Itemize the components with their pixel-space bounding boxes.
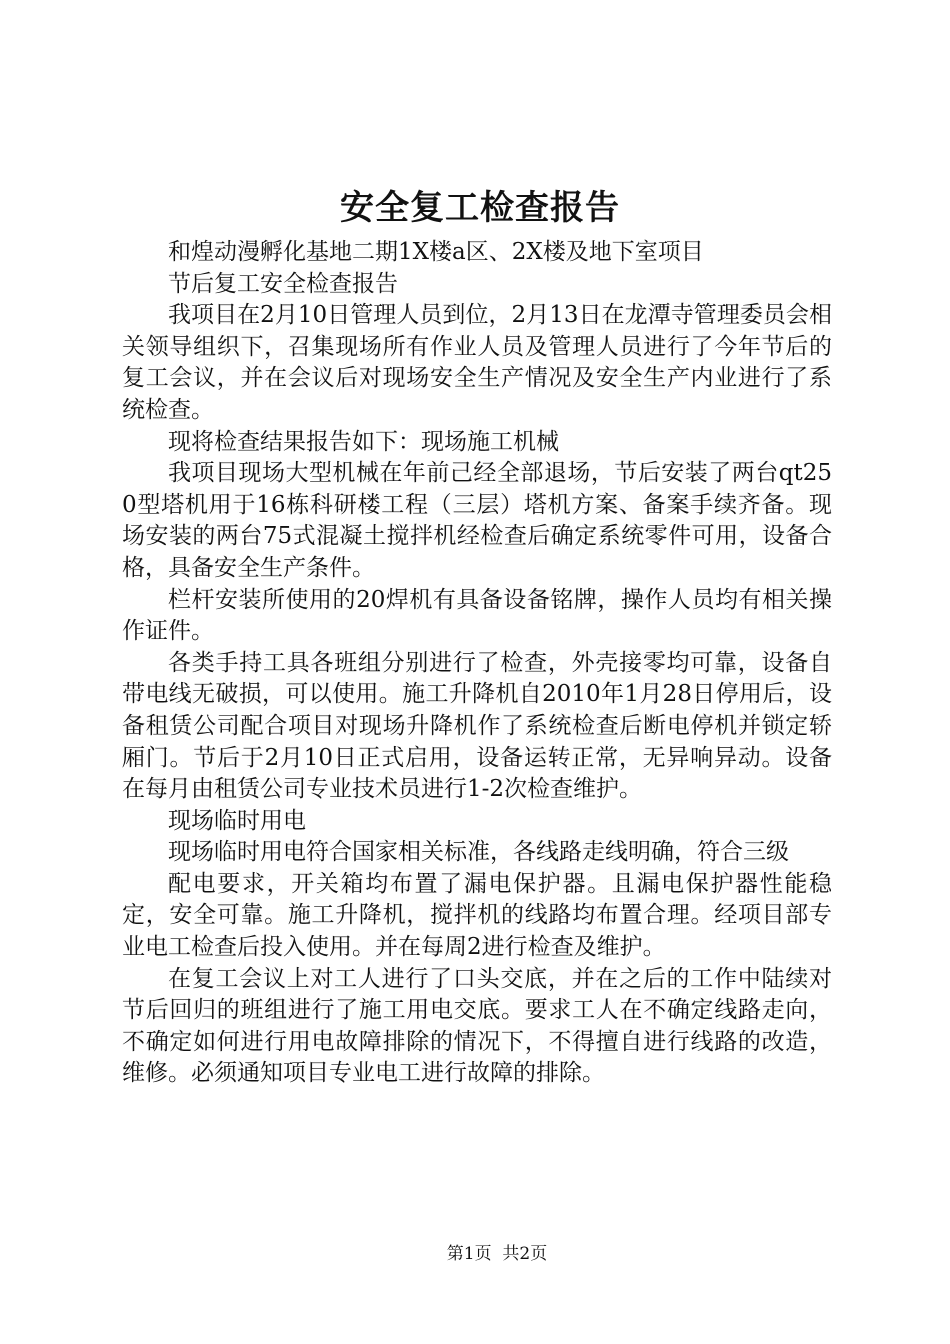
page-footer: 第1页 共2页: [446, 1244, 548, 1264]
paragraph-machinery: 我项目现场大型机械在年前己经全部退场，节后安装了两台qt250型塔机用于16栋科研楼工程（三层）塔机方案、备案手续齐备。现场安装的两台75式混凝土搅拌机经检查后确定系统零件可用，设备合格，具备安全生产条件。: [122, 460, 832, 581]
paragraph-report-subtitle: 节后复工安全检查报告: [168, 270, 398, 297]
paragraph-electricity-standard: 现场临时用电符合国家相关标准，各线路走线明确，符合三级: [168, 839, 789, 866]
paragraph-machinery-heading: 现将检查结果报告如下：现场施工机械: [168, 428, 559, 455]
paragraph-electricity-heading: 现场临时用电: [168, 807, 306, 834]
paragraph-project-name: 和煌动漫孵化基地二期1X楼a区、2X楼及地下室项目: [168, 239, 704, 265]
paragraph-tools-hoist: 各类手持工具各班组分别进行了检查，外壳接零均可靠，设备自带电线无破损，可以使用。施工升降机自2010年1月28日停用后，设备租赁公司配合项目对现场升降机作了系统检查后断电停机并锁定轿厢门。节后于2月10日正式启用，设备运转正常，无异响异动。设备在每月由租赁公司专业技术员进行1-2次检查维护。: [122, 649, 832, 803]
document-title: 安全复工检查报告: [340, 188, 620, 228]
paragraph-intro: 我项目在2月10日管理人员到位，2月13日在龙潭寺管理委员会相关领导组织下，召集现场所有作业人员及管理人员进行了今年节后的复工会议，并在会议后对现场安全生产情况及安全生产内业进行了系统检查。: [122, 302, 832, 423]
paragraph-distribution: 配电要求，开关箱均布置了漏电保护器。且漏电保护器性能稳定，安全可靠。施工升降机，搅拌机的线路均布置合理。经项目部专业电工检查后投入使用。并在每周2进行检查及维护。: [122, 870, 832, 961]
paragraph-briefing: 在复工会议上对工人进行了口头交底，并在之后的工作中陆续对节后回归的班组进行了施工用电交底。要求工人在不确定线路走向，不确定如何进行用电故障排除的情况下，不得擅自进行线路的改造，维修。必须通知项目专业电工进行故障的排除。: [122, 965, 832, 1087]
document-body: [122, 237, 832, 1090]
paragraph-welding: 栏杆安装所使用的20焊机有具备设备铭牌，操作人员均有相关操作证件。: [122, 586, 832, 645]
